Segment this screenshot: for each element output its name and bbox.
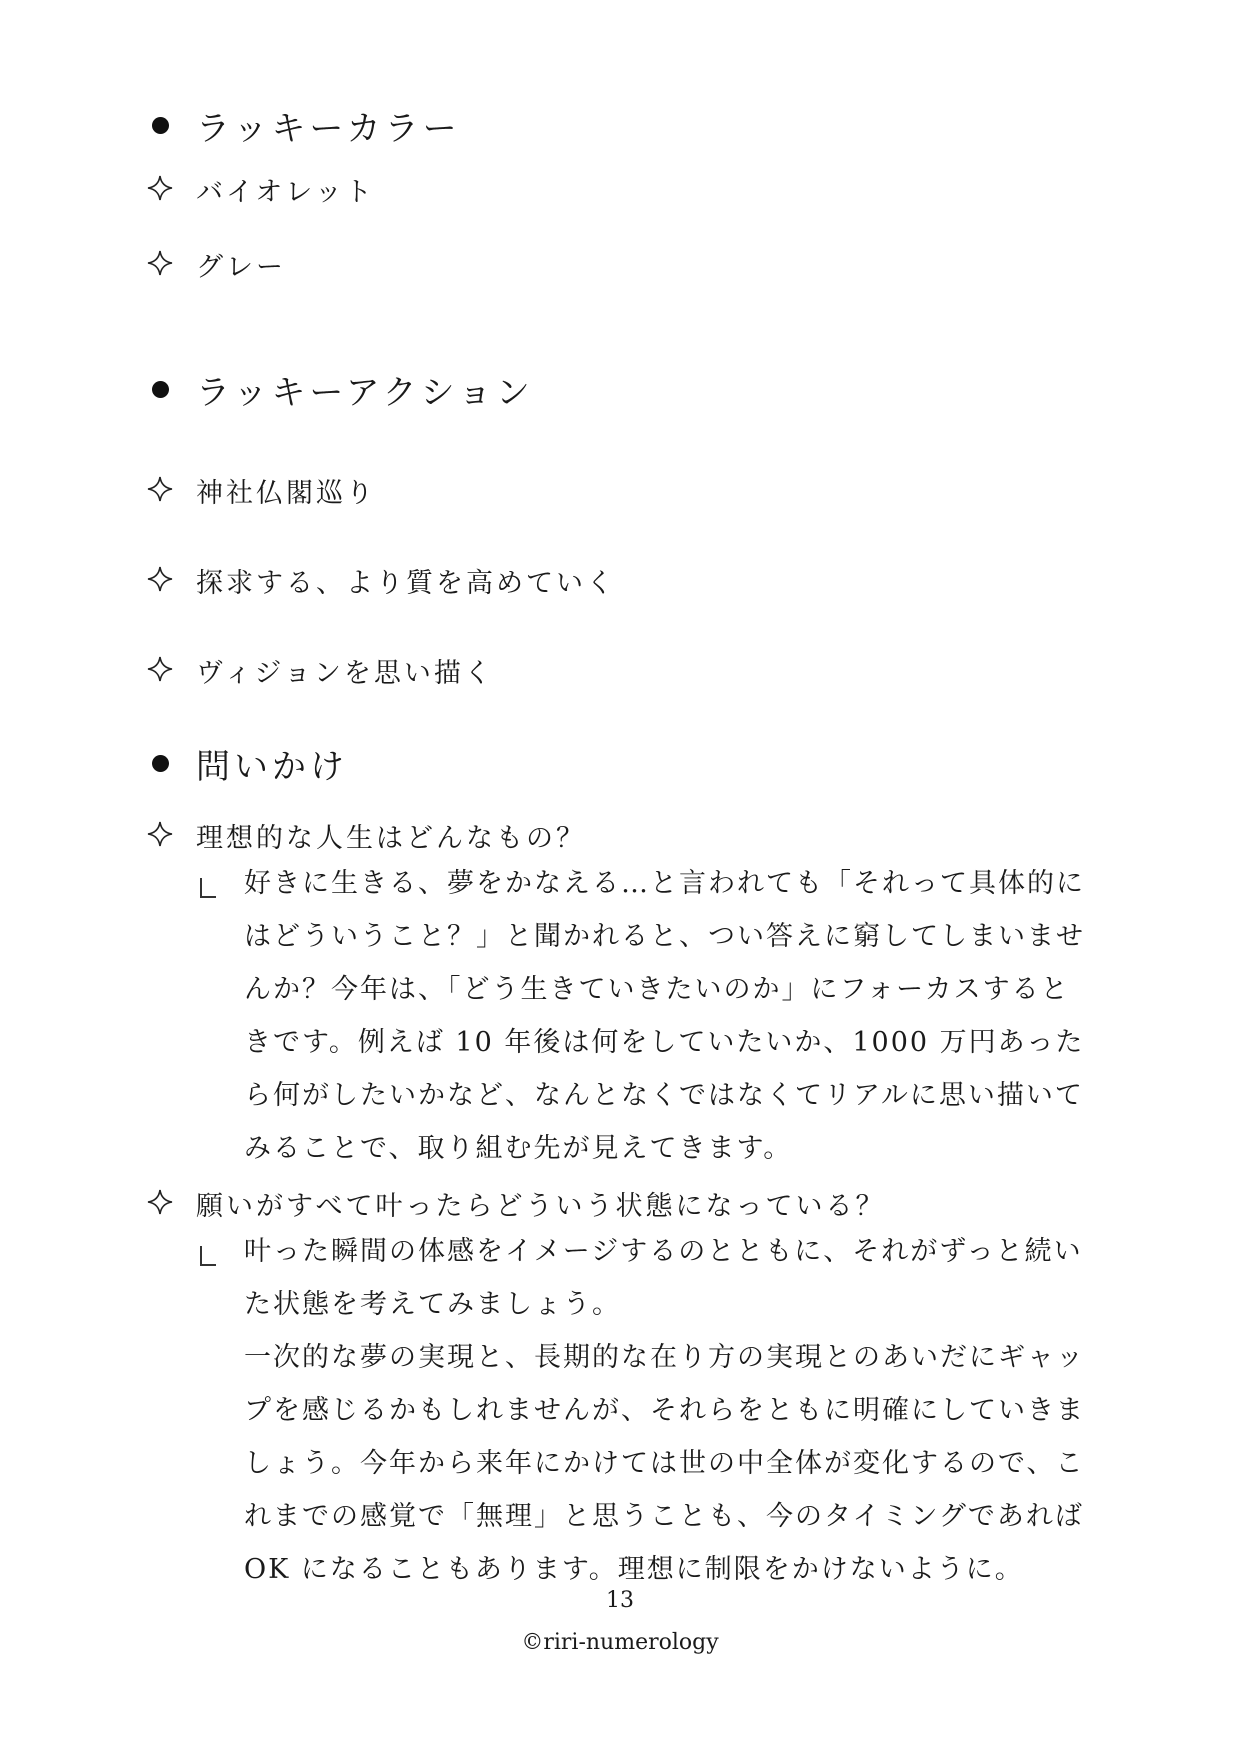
sparkle-icon (146, 1188, 174, 1216)
sparkle-icon (146, 655, 174, 683)
heading-lucky-color: ラッキーカラー (196, 109, 461, 149)
lucky-action-item: 神社仏閣巡り (196, 478, 376, 509)
sub-indent-icon (200, 878, 216, 898)
answer-2 (244, 1225, 1094, 1596)
bullet-dot-icon (152, 755, 169, 772)
answer-2-paragraph: 一次的な夢の実現と、長期的な在り方の実現とのあいだにギャップを感じるかもしれませんが、それらをともに明確にしていきましょう。今年から来年にかけては世の中全体が変化するので、これまでの感覚で「無理」と思うことも、今のタイミングであれば OK になることもあります。理想に制限をかけないように。 (244, 1342, 1085, 1585)
answer-2-paragraph: 叶った瞬間の体感をイメージするのとともに、それがずっと続いた状態を考えてみましょう。 (244, 1236, 1083, 1320)
sparkle-icon (146, 565, 174, 593)
copyright: ©riri-numerology (521, 1630, 719, 1655)
bullet-dot-icon (152, 117, 169, 134)
sparkle-icon (146, 475, 174, 503)
lucky-action-item: ヴィジョンを思い描く (196, 658, 494, 689)
question-2: 願いがすべて叶ったらどういう状態になっている？ (196, 1191, 886, 1222)
sparkle-icon (146, 174, 174, 202)
heading-questions: 問いかけ (196, 747, 348, 787)
lucky-color-item: グレー (196, 252, 286, 283)
answer-1-text: 好きに生きる、夢をかなえる…と言われても「それって具体的にはどういうこと？」と聞かれると、つい答えに窮してしまいませんか？今年は、「どう生きていきたいのか」にフォーカスするときです。例えば 10 年後は何をしていたいか、1000 万円あったら何がしたいかなど、なんとなくではなくてリアルに思い描いてみることで、取り組む先が見えてきます。 (244, 868, 1085, 1164)
question-1: 理想的な人生はどんなもの？ (196, 823, 586, 854)
lucky-action-item: 探求する、より質を高めていく (196, 568, 616, 599)
heading-lucky-action: ラッキーアクション (196, 373, 534, 413)
sub-indent-icon (200, 1246, 216, 1266)
answer-1 (244, 857, 1094, 1175)
sparkle-icon (146, 820, 174, 848)
page-number: 13 (606, 1588, 634, 1613)
bullet-dot-icon (152, 381, 169, 398)
sparkle-icon (146, 249, 174, 277)
lucky-color-item: バイオレット (196, 177, 375, 208)
